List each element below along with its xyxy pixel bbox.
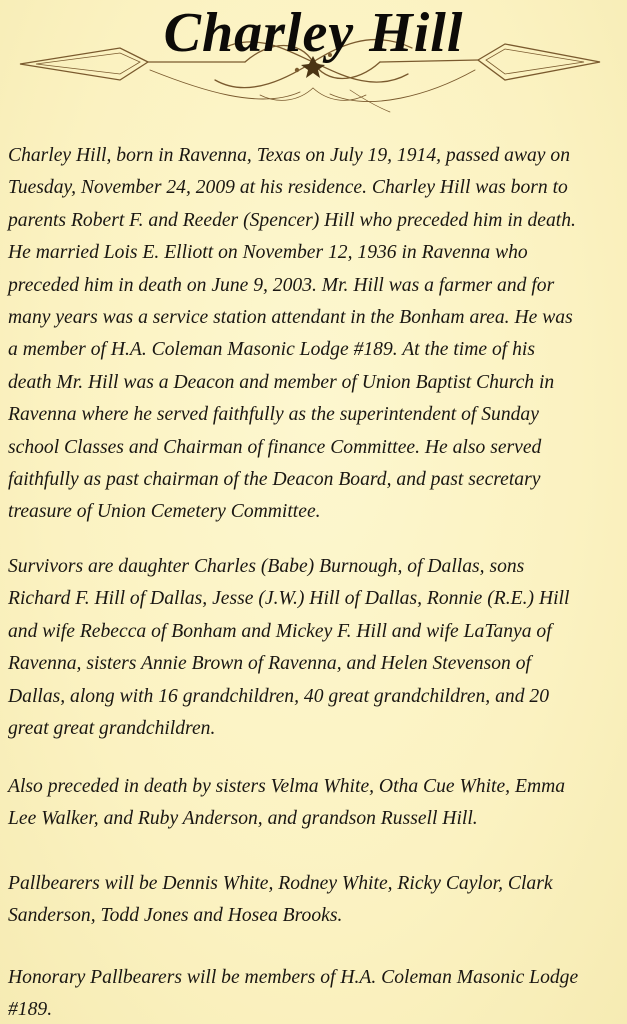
text-line: Ravenna, sisters Annie Brown of Ravenna, and Helen Stevenson of: [8, 653, 531, 675]
text-line: Lee Walker, and Ruby Anderson, and grandson Russell Hill.: [8, 808, 478, 830]
text-line: Also preceded in death by sisters Velma White, Otha Cue White, Emma: [8, 776, 566, 797]
obituary-paragraph-biography: [8, 140, 620, 529]
text-line: and wife Rebecca of Bonham and Mickey F. Hill and wife LaTanya of: [8, 620, 552, 642]
text-line: Sanderson, Todd Jones and Hosea Brooks.: [8, 905, 343, 927]
text-line: preceded him in death on June 9, 2003. Mr. Hill was a farmer and for: [8, 274, 555, 296]
text-line: Survivors are daughter Charles (Babe) Burnough, of Dallas, sons: [8, 556, 525, 577]
text-line: Charley Hill, born in Ravenna, Texas on July 19, 1914, passed away on: [8, 145, 570, 166]
text-line: Honorary Pallbearers will be members of H.A. Coleman Masonic Lodge: [8, 967, 579, 988]
text-line: many years was a service station attendant in the Bonham area. He was: [8, 307, 573, 329]
text-line: great great grandchildren.: [8, 718, 216, 740]
obituary-paragraph-honorary-pallbearers: [8, 962, 620, 1024]
obituary-paragraph-preceded: [8, 771, 620, 836]
text-line: Pallbearers will be Dennis White, Rodney White, Ricky Caylor, Clark: [8, 873, 553, 894]
text-line: death Mr. Hill was a Deacon and member of Union Baptist Church in: [8, 371, 555, 393]
text-line: school Classes and Chairman of finance Committee. He also served: [8, 436, 542, 458]
text-line: Dallas, along with 16 grandchildren, 40 great grandchildren, and 20: [8, 685, 549, 707]
text-line: He married Lois E. Elliott on November 12, 1936 in Ravenna who: [8, 242, 528, 264]
obituary-paragraph-pallbearers: [8, 868, 620, 933]
text-line: #189.: [8, 999, 53, 1021]
page-title: Charley Hill: [163, 2, 464, 64]
text-line: Ravenna where he served faithfully as the superintendent of Sunday: [8, 404, 539, 426]
text-line: a member of H.A. Coleman Masonic Lodge #189. At the time of his: [8, 339, 535, 361]
text-line: parents Robert F. and Reeder (Spencer) Hill who preceded him in death.: [8, 209, 576, 231]
text-line: treasure of Union Cemetery Committee.: [8, 501, 321, 523]
text-line: faithfully as past chairman of the Deacon Board, and past secretary: [8, 469, 541, 491]
text-line: Tuesday, November 24, 2009 at his residence. Charley Hill was born to: [8, 177, 568, 199]
text-line: Richard F. Hill of Dallas, Jesse (J.W.) Hill of Dallas, Ronnie (R.E.) Hill: [8, 588, 570, 610]
obituary-paragraph-survivors: [8, 551, 620, 745]
